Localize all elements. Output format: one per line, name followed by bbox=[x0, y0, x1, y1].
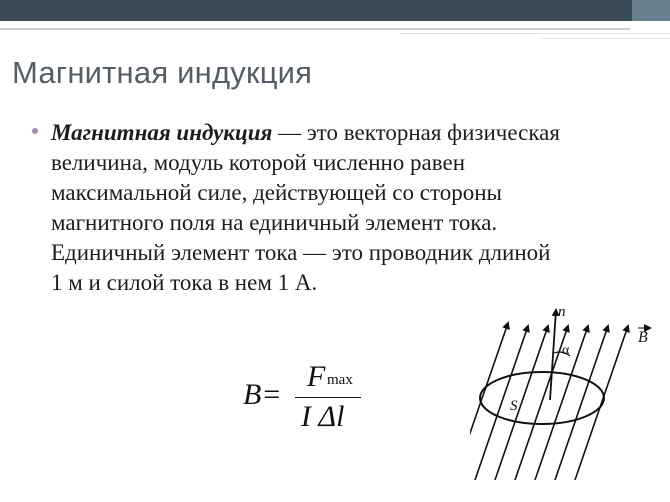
definition-term: Магнитная индукция bbox=[51, 120, 273, 145]
top-bar bbox=[0, 0, 670, 21]
angle-label: α bbox=[562, 343, 570, 358]
induction-formula bbox=[243, 360, 383, 440]
field-line bbox=[470, 323, 508, 468]
divider-line-shortest bbox=[540, 38, 670, 39]
normal-vector bbox=[550, 310, 556, 400]
area-label: S bbox=[510, 398, 518, 414]
bullet-line-3: максимальной силе, действующей со стороны bbox=[51, 180, 502, 205]
field-line bbox=[475, 326, 528, 480]
bullet-line-2: величина, модуль которой численно равен bbox=[51, 150, 466, 175]
bullet-line-5: Единичный элемент тока — это проводник длиной bbox=[51, 240, 551, 265]
contour-ellipse bbox=[480, 372, 604, 424]
formula-numerator-subscript: max bbox=[327, 372, 353, 388]
formula-denominator: I Δl bbox=[301, 400, 345, 433]
divider-line bbox=[0, 28, 630, 30]
top-bar-accent bbox=[632, 0, 670, 21]
definition-text: — это векторная физическая bbox=[272, 120, 560, 145]
fraction-bar bbox=[295, 397, 361, 398]
bullet-line-6: 1 м и силой тока в нем 1 А. bbox=[51, 270, 318, 295]
slide-title: Магнитная индукция bbox=[12, 55, 313, 90]
divider-line-short bbox=[400, 33, 670, 34]
field-label: B bbox=[638, 329, 648, 346]
magnetic-flux-diagram bbox=[470, 298, 660, 483]
bullet-text bbox=[51, 118, 651, 298]
bullet-line-1 bbox=[51, 118, 651, 148]
field-line bbox=[495, 326, 548, 480]
bullet-line-4: магнитного поля на единичный элемент тока. bbox=[51, 210, 498, 235]
formula-numerator: F bbox=[307, 360, 326, 393]
normal-label: n bbox=[558, 304, 566, 320]
formula-lhs: B= bbox=[243, 378, 282, 411]
field-line bbox=[575, 326, 628, 480]
bullet-dot bbox=[32, 128, 38, 134]
field-line bbox=[515, 326, 568, 480]
